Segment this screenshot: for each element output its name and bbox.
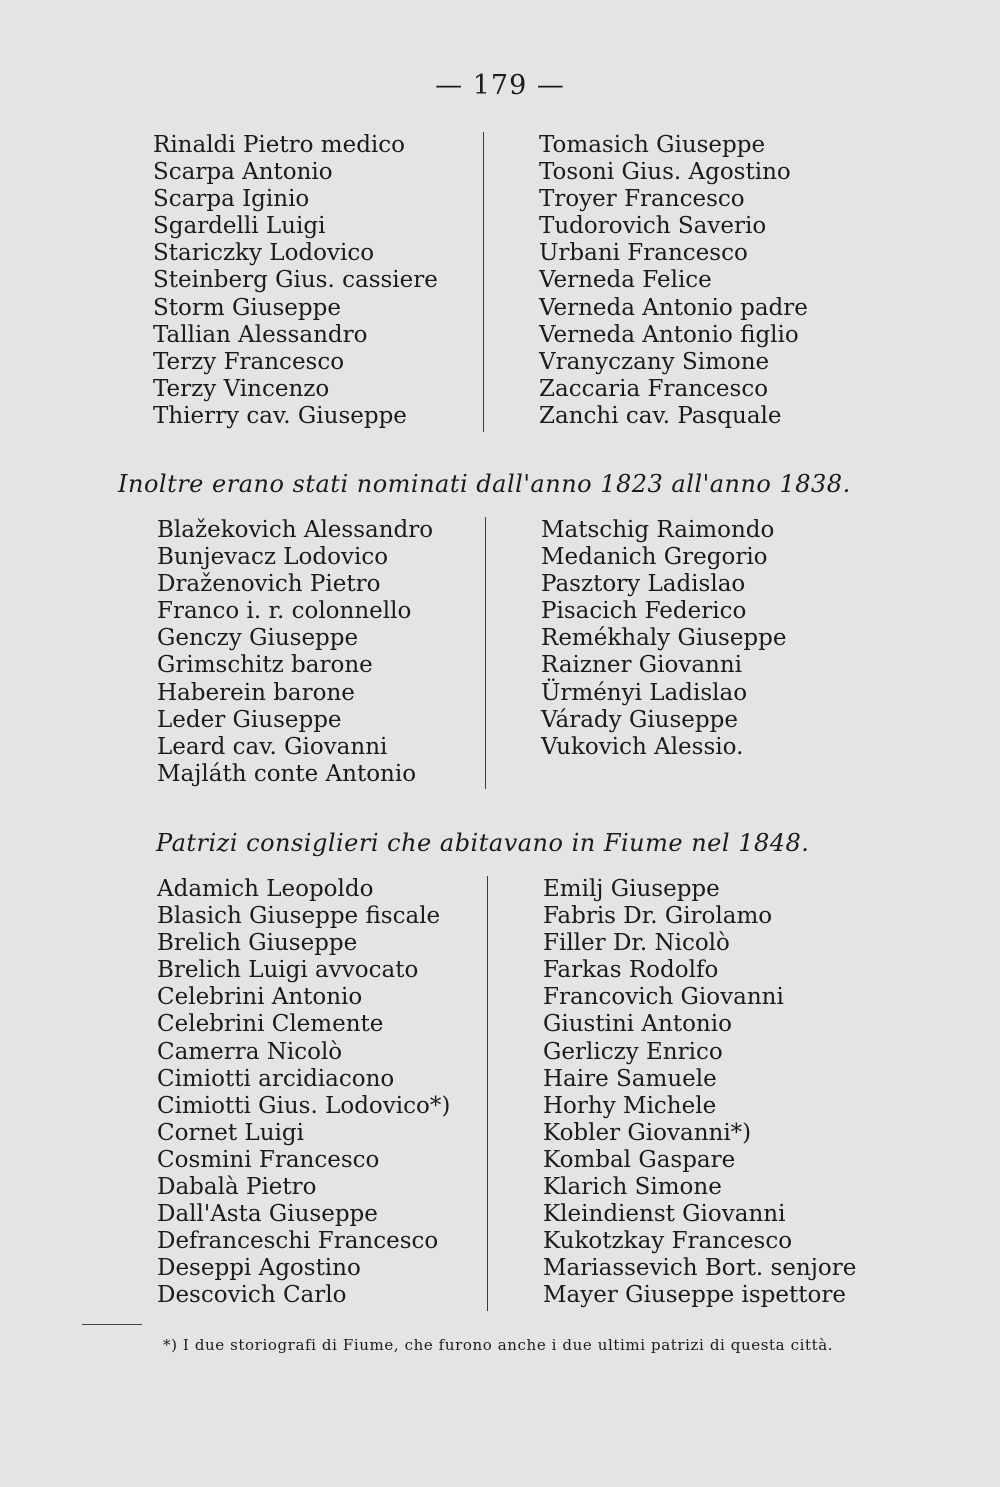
list-item: Emilj Giuseppe <box>543 876 720 902</box>
list-item: Draženovich Pietro <box>157 571 381 598</box>
list-item: Filler Dr. Nicolò <box>543 930 730 957</box>
list-item: Matschig Raimondo <box>541 517 775 543</box>
list-item: Leder Giuseppe <box>157 706 342 733</box>
list-item: Kukotzkay Francesco <box>543 1228 793 1255</box>
list-item: Pasztory Ladislao <box>541 571 746 598</box>
list-item: Dall'Asta Giuseppe <box>157 1201 378 1228</box>
list-item: Vranyczany Simone <box>539 348 770 375</box>
list-item: Tudorovich Saverio <box>539 213 767 240</box>
list-item: Cosmini Francesco <box>157 1146 380 1173</box>
list-item: Brelich Luigi avvocato <box>157 957 419 984</box>
list-item: Grimschitz barone <box>157 652 373 679</box>
list-item: Pisacich Federico <box>541 598 747 625</box>
list-item: Medanich Gregorio <box>541 544 768 571</box>
list-item: Cimiotti Gius. Lodovico*) <box>157 1092 451 1119</box>
list-item: Kombal Gaspare <box>543 1146 736 1173</box>
list-item: Vukovich Alessio. <box>541 733 744 760</box>
list-item: Zanchi cav. Pasquale <box>539 402 782 429</box>
list-item: Ürményi Ladislao <box>541 679 748 706</box>
list-item: Francovich Giovanni <box>543 984 784 1011</box>
list-item: Haire Samuele <box>543 1065 717 1092</box>
list-item: Terzy Vincenzo <box>153 375 330 402</box>
column-divider <box>485 517 486 789</box>
list-item: Blasich Giuseppe fiscale <box>157 903 441 930</box>
section-2-heading: Inoltre erano stati nominati dall'anno 1823 all'anno 1838. <box>118 470 851 498</box>
section-3-left-column <box>157 876 450 1310</box>
section-2-list <box>0 517 1000 789</box>
list-item: Tomasich Giuseppe <box>539 132 766 158</box>
section-2-right-column <box>541 517 787 761</box>
section-3-right-column <box>543 876 856 1310</box>
list-item: Tallian Alessandro <box>153 321 368 348</box>
list-item: Brelich Giuseppe <box>157 930 358 957</box>
list-item: Urbani Francesco <box>539 240 748 267</box>
list-item: Steinberg Gius. cassiere <box>153 267 438 294</box>
list-item: Rinaldi Pietro medico <box>153 132 406 158</box>
list-item: Cornet Luigi <box>157 1119 304 1146</box>
footnote: *) I due storiografi di Fiume, che furono anche i due ultimi patrizi di questa città. <box>163 1336 834 1354</box>
list-item: Thierry cav. Giuseppe <box>153 402 407 429</box>
list-item: Raizner Giovanni <box>541 652 743 679</box>
page-number: — 179 — <box>435 70 565 101</box>
list-item: Horhy Michele <box>543 1092 717 1119</box>
list-item: Bunjevacz Lodovico <box>157 544 389 571</box>
list-item: Genczy Giuseppe <box>157 625 359 652</box>
list-item: Franco i. r. colonnello <box>157 598 412 625</box>
list-item: Verneda Antonio figlio <box>539 321 799 348</box>
footnote-rule <box>82 1324 142 1325</box>
list-item: Adamich Leopoldo <box>157 876 374 902</box>
list-item: Klarich Simone <box>543 1174 722 1201</box>
section-3-list <box>0 876 1000 1311</box>
list-item: Scarpa Antonio <box>153 159 333 186</box>
list-item: Stariczky Lodovico <box>153 240 375 267</box>
list-item: Haberein barone <box>157 679 355 706</box>
list-item: Defranceschi Francesco <box>157 1228 439 1255</box>
section-1-right-column <box>539 132 808 430</box>
section-1-list <box>0 132 1000 432</box>
column-divider <box>483 132 484 432</box>
section-2-left-column <box>157 517 433 788</box>
section-3-heading: Patrizi consiglieri che abitavano in Fiume nel 1848. <box>156 829 810 857</box>
list-item: Troyer Francesco <box>539 186 745 213</box>
list-item: Mariassevich Bort. senjore <box>543 1255 857 1282</box>
list-item: Gerliczy Enrico <box>543 1038 723 1065</box>
list-item: Celebrini Antonio <box>157 984 363 1011</box>
list-item: Celebrini Clemente <box>157 1011 384 1038</box>
list-item: Várady Giuseppe <box>541 706 738 733</box>
list-item: Tosoni Gius. Agostino <box>539 159 791 186</box>
list-item: Cimiotti arcidiacono <box>157 1065 395 1092</box>
list-item: Sgardelli Luigi <box>153 213 326 240</box>
list-item: Kleindienst Giovanni <box>543 1201 786 1228</box>
list-item: Farkas Rodolfo <box>543 957 719 984</box>
list-item: Verneda Antonio padre <box>539 294 808 321</box>
list-item: Mayer Giuseppe ispettore <box>543 1282 846 1309</box>
list-item: Remékhaly Giuseppe <box>541 625 787 652</box>
list-item: Scarpa Iginio <box>153 186 310 213</box>
list-item: Kobler Giovanni*) <box>543 1119 752 1146</box>
column-divider <box>487 876 488 1311</box>
list-item: Zaccaria Francesco <box>539 375 769 402</box>
list-item: Descovich Carlo <box>157 1282 347 1309</box>
list-item: Storm Giuseppe <box>153 294 341 321</box>
list-item: Majláth conte Antonio <box>157 760 417 787</box>
list-item: Terzy Francesco <box>153 348 345 375</box>
list-item: Blažekovich Alessandro <box>157 517 434 543</box>
list-item: Fabris Dr. Girolamo <box>543 903 773 930</box>
list-item: Dabalà Pietro <box>157 1174 317 1201</box>
list-item: Giustini Antonio <box>543 1011 732 1038</box>
list-item: Camerra Nicolò <box>157 1038 343 1065</box>
list-item: Leard cav. Giovanni <box>157 733 388 760</box>
list-item: Verneda Felice <box>539 267 712 294</box>
section-1-left-column <box>153 132 438 430</box>
list-item: Deseppi Agostino <box>157 1255 361 1282</box>
